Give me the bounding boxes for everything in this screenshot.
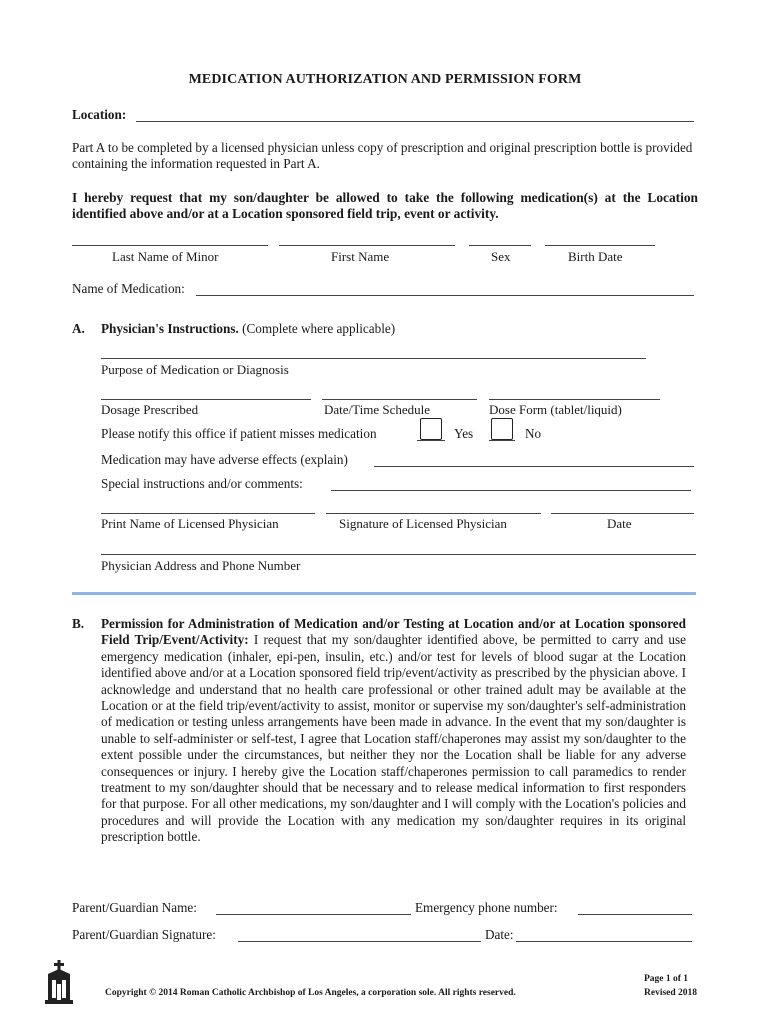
purpose-caption: Purpose of Medication or Diagnosis bbox=[101, 362, 289, 377]
revised-date: Revised 2018 bbox=[644, 988, 698, 998]
part-a-intro: Part A to be completed by a licensed physician unless copy of prescription and original prescription bottle is provided containing the information requested in Part A. bbox=[72, 140, 693, 172]
last-name-caption: Last Name of Minor bbox=[112, 249, 219, 264]
section-b-heading: Permission for Administration of Medication and/or Testing at Location and/or at Location sponsored Field Trip/Event/Activity: bbox=[101, 616, 686, 648]
section-a-note: (Complete where applicable) bbox=[242, 321, 396, 336]
dosage-caption: Dosage Prescribed bbox=[101, 402, 199, 417]
dose-form-field[interactable] bbox=[489, 399, 660, 400]
sex-field[interactable] bbox=[469, 245, 531, 246]
emergency-phone-field[interactable] bbox=[578, 914, 692, 915]
emergency-phone-label: Emergency phone number: bbox=[415, 900, 558, 915]
guardian-signature-label: Parent/Guardian Signature: bbox=[72, 927, 216, 942]
yes-checkbox[interactable] bbox=[420, 418, 442, 440]
special-field[interactable] bbox=[331, 490, 691, 491]
no-underline bbox=[489, 440, 515, 441]
birth-date-field[interactable] bbox=[545, 245, 655, 246]
schedule-field[interactable] bbox=[322, 399, 477, 400]
notify-question: Please notify this office if patient misses medication bbox=[101, 426, 377, 441]
guardian-name-field[interactable] bbox=[216, 914, 411, 915]
section-b-paragraph bbox=[101, 616, 686, 846]
guardian-signature-field[interactable] bbox=[238, 941, 481, 942]
schedule-caption: Date/Time Schedule bbox=[324, 402, 431, 417]
section-a-heading-row bbox=[101, 321, 395, 337]
yes-underline bbox=[417, 440, 445, 441]
adverse-field[interactable] bbox=[374, 466, 694, 467]
form-title: MEDICATION AUTHORIZATION AND PERMISSION FORM bbox=[188, 72, 582, 87]
physician-address-caption: Physician Address and Phone Number bbox=[101, 558, 301, 573]
location-label: Location: bbox=[72, 107, 127, 122]
yes-label: Yes bbox=[454, 426, 474, 441]
request-statement: I hereby request that my son/daughter be allowed to take the following medication(s) at the Location identified above and/or at a Location sponsored field trip, event or activity. bbox=[72, 190, 698, 222]
dose-form-caption: Dose Form (tablet/liquid) bbox=[489, 402, 622, 417]
copyright-text: Copyright © 2014 Roman Catholic Archbishop of Los Angeles, a corporation sole. All rights reserved. bbox=[105, 988, 516, 998]
no-label: No bbox=[525, 426, 542, 441]
medication-name-field[interactable] bbox=[196, 295, 694, 296]
special-label: Special instructions and/or comments: bbox=[101, 476, 303, 491]
archdiocese-logo-icon bbox=[44, 960, 74, 1006]
guardian-date-label: Date: bbox=[485, 927, 514, 942]
section-a-letter: A. bbox=[72, 321, 85, 336]
dosage-field[interactable] bbox=[101, 399, 311, 400]
adverse-label: Medication may have adverse effects (explain) bbox=[101, 452, 348, 467]
section-divider bbox=[72, 592, 696, 595]
signature-caption: Signature of Licensed Physician bbox=[339, 516, 507, 531]
last-name-field[interactable] bbox=[72, 245, 268, 246]
physician-address-field[interactable] bbox=[101, 554, 696, 555]
date-caption: Date bbox=[607, 516, 632, 531]
location-field[interactable] bbox=[136, 121, 694, 122]
print-name-field[interactable] bbox=[101, 513, 315, 514]
first-name-caption: First Name bbox=[331, 249, 390, 264]
page-number: Page 1 of 1 bbox=[644, 974, 689, 984]
sex-caption: Sex bbox=[491, 249, 511, 264]
first-name-field[interactable] bbox=[279, 245, 455, 246]
location-row bbox=[72, 107, 126, 123]
birth-date-caption: Birth Date bbox=[568, 249, 623, 264]
no-checkbox[interactable] bbox=[491, 418, 513, 440]
medication-name-label: Name of Medication: bbox=[72, 281, 185, 296]
physician-date-field[interactable] bbox=[551, 513, 694, 514]
guardian-date-field[interactable] bbox=[516, 941, 692, 942]
guardian-name-label: Parent/Guardian Name: bbox=[72, 900, 197, 915]
purpose-field[interactable] bbox=[101, 358, 646, 359]
section-b-body: I request that my son/daughter identified above, be permitted to carry and use emergency medication (inhaler, epi-pen, insulin, etc.) and/or test for levels of blood sugar at the Location identified above and/or at a Location sponsored field trip/event/activity as prescribed by the physician above. I acknowledge and understand that no health care professional or other trained adult may be available at the Location or at the field trip/event/activity to assist, monitor or supervise my son/daughter's self-administration of medication or testing unless arrangements have been made in advance. In the event that my son/daughter is unable to self-administer or self-test, I agree that Location staff/chaperones may assist my son/daughter to the extent possible under the circumstances, but neither they nor the Location shall be liable for any adverse consequences or injury. I hereby give the Location staff/chaperones permission to call paramedics to render treatment to my son/daughter should that be necessary and to release medical information to first responders for that purpose. For all other medications, my son/daughter and I will comply with the Location's policies and procedures and will provide the Location with any medication my son/daughter requires in its original prescription bottle. bbox=[101, 632, 687, 845]
section-a-heading: Physician's Instructions. bbox=[101, 321, 239, 336]
print-name-caption: Print Name of Licensed Physician bbox=[101, 516, 279, 531]
section-b-letter: B. bbox=[72, 616, 85, 631]
physician-signature-field[interactable] bbox=[326, 513, 541, 514]
